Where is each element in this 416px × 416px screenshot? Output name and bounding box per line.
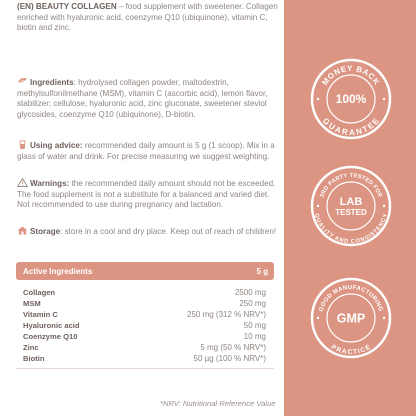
table-row bbox=[16, 331, 274, 342]
lab-tested-badge bbox=[310, 165, 392, 247]
svg-text:GUARANTEE bbox=[321, 116, 381, 137]
storage-text: : store in a cool and dry place. Keep out of reach of children! bbox=[60, 227, 277, 236]
gmp-bottom-text: PRACTICE bbox=[329, 343, 373, 357]
advice-label: Using advice: bbox=[30, 141, 83, 150]
money-back-badge bbox=[310, 58, 392, 140]
row-amount: 10 mg bbox=[243, 332, 266, 341]
table-row bbox=[16, 298, 274, 309]
warning-icon bbox=[17, 178, 28, 187]
row-amount: 250 mg bbox=[239, 299, 266, 308]
storage-label: Storage bbox=[30, 227, 61, 236]
intro-paragraph bbox=[17, 2, 279, 34]
gmp-badge bbox=[310, 277, 392, 359]
product-title: (EN) BEAUTY COLLAGEN bbox=[17, 2, 117, 11]
money-back-bottom-text: GUARANTEE bbox=[320, 116, 382, 138]
advice-text: recommended daily amount is 5 g (1 scoop). Mix in a glass of water and drink. For precise measuring we suggest weighting. bbox=[17, 141, 275, 161]
gmp-center-text: GMP bbox=[336, 311, 366, 326]
money-back-top-text: MONEY BACK bbox=[320, 63, 382, 87]
table-row bbox=[16, 342, 274, 353]
table-row bbox=[16, 320, 274, 331]
house-icon bbox=[17, 226, 28, 235]
table-header-amount: 5 g bbox=[256, 266, 268, 276]
row-name: Hyaluronic acid bbox=[23, 321, 80, 330]
row-name: Vitamin C bbox=[23, 310, 58, 319]
svg-text:3RD PARTY TESTED FOR bbox=[319, 173, 382, 198]
lab-tested-center-line2: TESTED bbox=[335, 208, 367, 217]
row-name: MSM bbox=[23, 299, 41, 308]
glass-icon bbox=[17, 140, 28, 149]
table-header bbox=[16, 262, 274, 280]
row-name: Zinc bbox=[23, 343, 39, 352]
table-body bbox=[16, 287, 274, 369]
storage-paragraph bbox=[17, 226, 279, 238]
ingredients-text: : hydrolysed collagen powder, maltodextrin, methylsulfonilmethane (MSM), vitamin C (ascorbic acid), lemon flavor, stabilizer: cellulose, hyaluronic acid, zinc gluconate, sweetener steviol glycosides, coenzyme Q10 (ubiquinone), D-biotin. bbox=[17, 78, 268, 120]
lab-tested-top-text: 3RD PARTY TESTED FOR bbox=[319, 172, 383, 199]
intro-text: – food supplement with sweetener. Collagen enriched with hyaluronic acid, coenzyme Q10 (ubiquinone), vitamin C, biotin and zinc. bbox=[17, 2, 278, 33]
row-amount: 2500 mg bbox=[234, 288, 266, 297]
gmp-top-text: GOOD MANUFACTURING bbox=[318, 284, 384, 313]
row-name: Biotin bbox=[23, 354, 45, 363]
row-amount: 5 mg (50 % NRV*) bbox=[200, 343, 266, 352]
warnings-label: Warnings: bbox=[30, 179, 70, 188]
table-row bbox=[16, 287, 274, 298]
table-header-name: Active Ingredients bbox=[23, 266, 93, 276]
warnings-text: the recommended daily amount should not be exceeded. The food supplement is not a substitute for a balanced and varied diet. Not recommended to use during pregnancy and lactation. bbox=[17, 179, 276, 210]
table-row bbox=[16, 353, 274, 364]
leaf-icon bbox=[17, 77, 28, 86]
money-back-center-text: 100% bbox=[335, 92, 367, 106]
lab-tested-center-line1: LAB bbox=[339, 196, 363, 208]
table-divider bbox=[16, 368, 274, 369]
row-amount: 50 µg (100 % NRV*) bbox=[193, 354, 266, 363]
row-amount: 250 mg (312 % NRV*) bbox=[187, 310, 266, 319]
row-name: Collagen bbox=[23, 288, 56, 297]
nrv-footnote: *NRV: Nutritional Reference Value bbox=[160, 399, 276, 408]
ingredients-label: Ingredients bbox=[30, 78, 74, 87]
warnings-paragraph bbox=[17, 178, 279, 211]
table-row bbox=[16, 309, 274, 320]
svg-text:QUALITY AND CONSISTENCY bbox=[313, 213, 389, 245]
row-amount: 50 mg bbox=[243, 321, 266, 330]
row-name: Coenzyme Q10 bbox=[23, 332, 78, 341]
advice-paragraph bbox=[17, 140, 279, 162]
ingredients-paragraph bbox=[17, 77, 279, 121]
lab-tested-bottom-text: QUALITY AND CONSISTENCY bbox=[312, 212, 390, 246]
active-ingredients-table bbox=[16, 262, 274, 369]
